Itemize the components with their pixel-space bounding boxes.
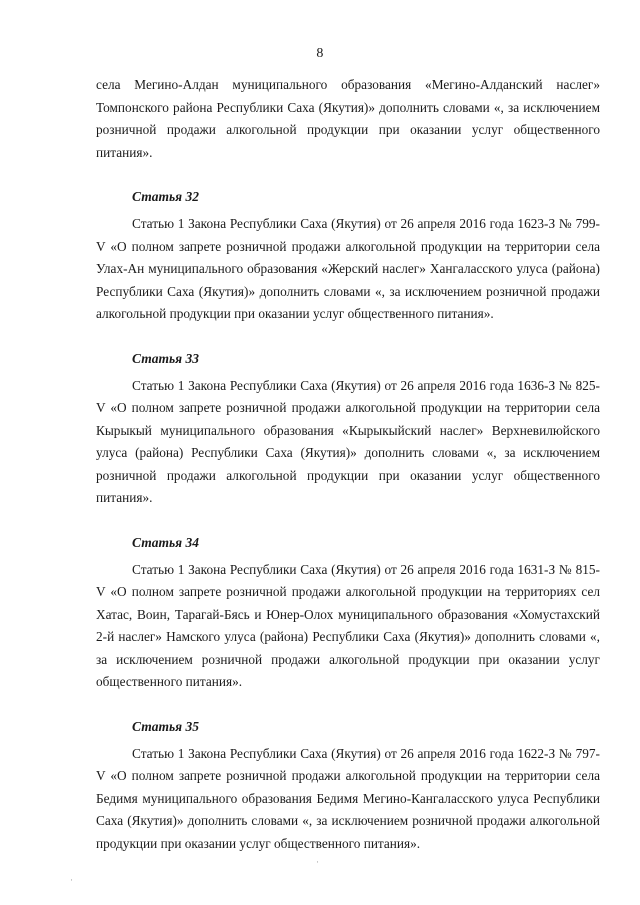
scan-speck: ·: [316, 857, 319, 867]
article-title: Статья 34: [132, 534, 199, 550]
page-number: 8: [316, 46, 324, 61]
article-34: [96, 532, 600, 694]
article-title: Статья 35: [132, 718, 199, 734]
article-32: [96, 186, 600, 326]
article-text: Статью 1 Закона Республики Саха (Якутия) от 26 апреля 2016 года 1622-З № 797-V «О полном запрете розничной продажи алкогольной продукции на территории села Бедимя муниципального образования Бедимя Мегино-Кангаласского улуса Республики Саха (Якутия)» дополнить словами «, за исключением розничной продажи алкогольной продукции при оказании услуг общественного питания».: [96, 745, 600, 851]
scan-speck: ·: [70, 875, 73, 885]
article-text: Статью 1 Закона Республики Саха (Якутия) от 26 апреля 2016 года 1636-З № 825-V «О полном запрете розничной продажи алкогольной продукции на территории села Кырыкый муниципального образования «Кырыкыйский наслег» Верхневилюйского улуса (района) Республики Саха (Якутия)» дополнить словами «, за исключением розничной продажи алкогольной продукции при оказании услуг общественного питания».: [96, 377, 600, 505]
intro-paragraph: села Мегино-Алдан муниципального образования «Мегино-Алданский наслег» Томпонского района Республики Саха (Якутия)» дополнить словами «, за исключением розничной продажи алкогольной продукции при оказании услуг общественного питания».: [96, 77, 600, 160]
article-text: Статью 1 Закона Республики Саха (Якутия) от 26 апреля 2016 года 1631-З № 815-V «О полном запрете розничной продажи алкогольной продукции на территориях сел Хатас, Воин, Тарагай-Бясь и Юнер-Олох муниципального образования «Хомустахский 2-й наслег» Намского улуса (района) Республики Саха (Якутия)» дополнить словами «, за исключением розничной продажи алкогольной продукции при оказании услуг общественного питания».: [96, 561, 600, 689]
article-title: Статья 32: [132, 189, 199, 204]
article-35: [96, 716, 600, 856]
article-33: [96, 348, 600, 510]
article-title: Статья 33: [132, 350, 199, 366]
document-body: [96, 74, 600, 855]
article-text: Статью 1 Закона Республики Саха (Якутия) от 26 апреля 2016 года 1623-З № 799-V «О полном запрете розничной продажи алкогольной продукции на территории села Улах-Ан муниципального образования «Жерский наслег» Хангаласского улуса (района) Республики Саха (Якутия)» дополнить словами «, за исключением розничной продажи алкогольной продукции при оказании услуг общественного питания».: [96, 216, 600, 321]
